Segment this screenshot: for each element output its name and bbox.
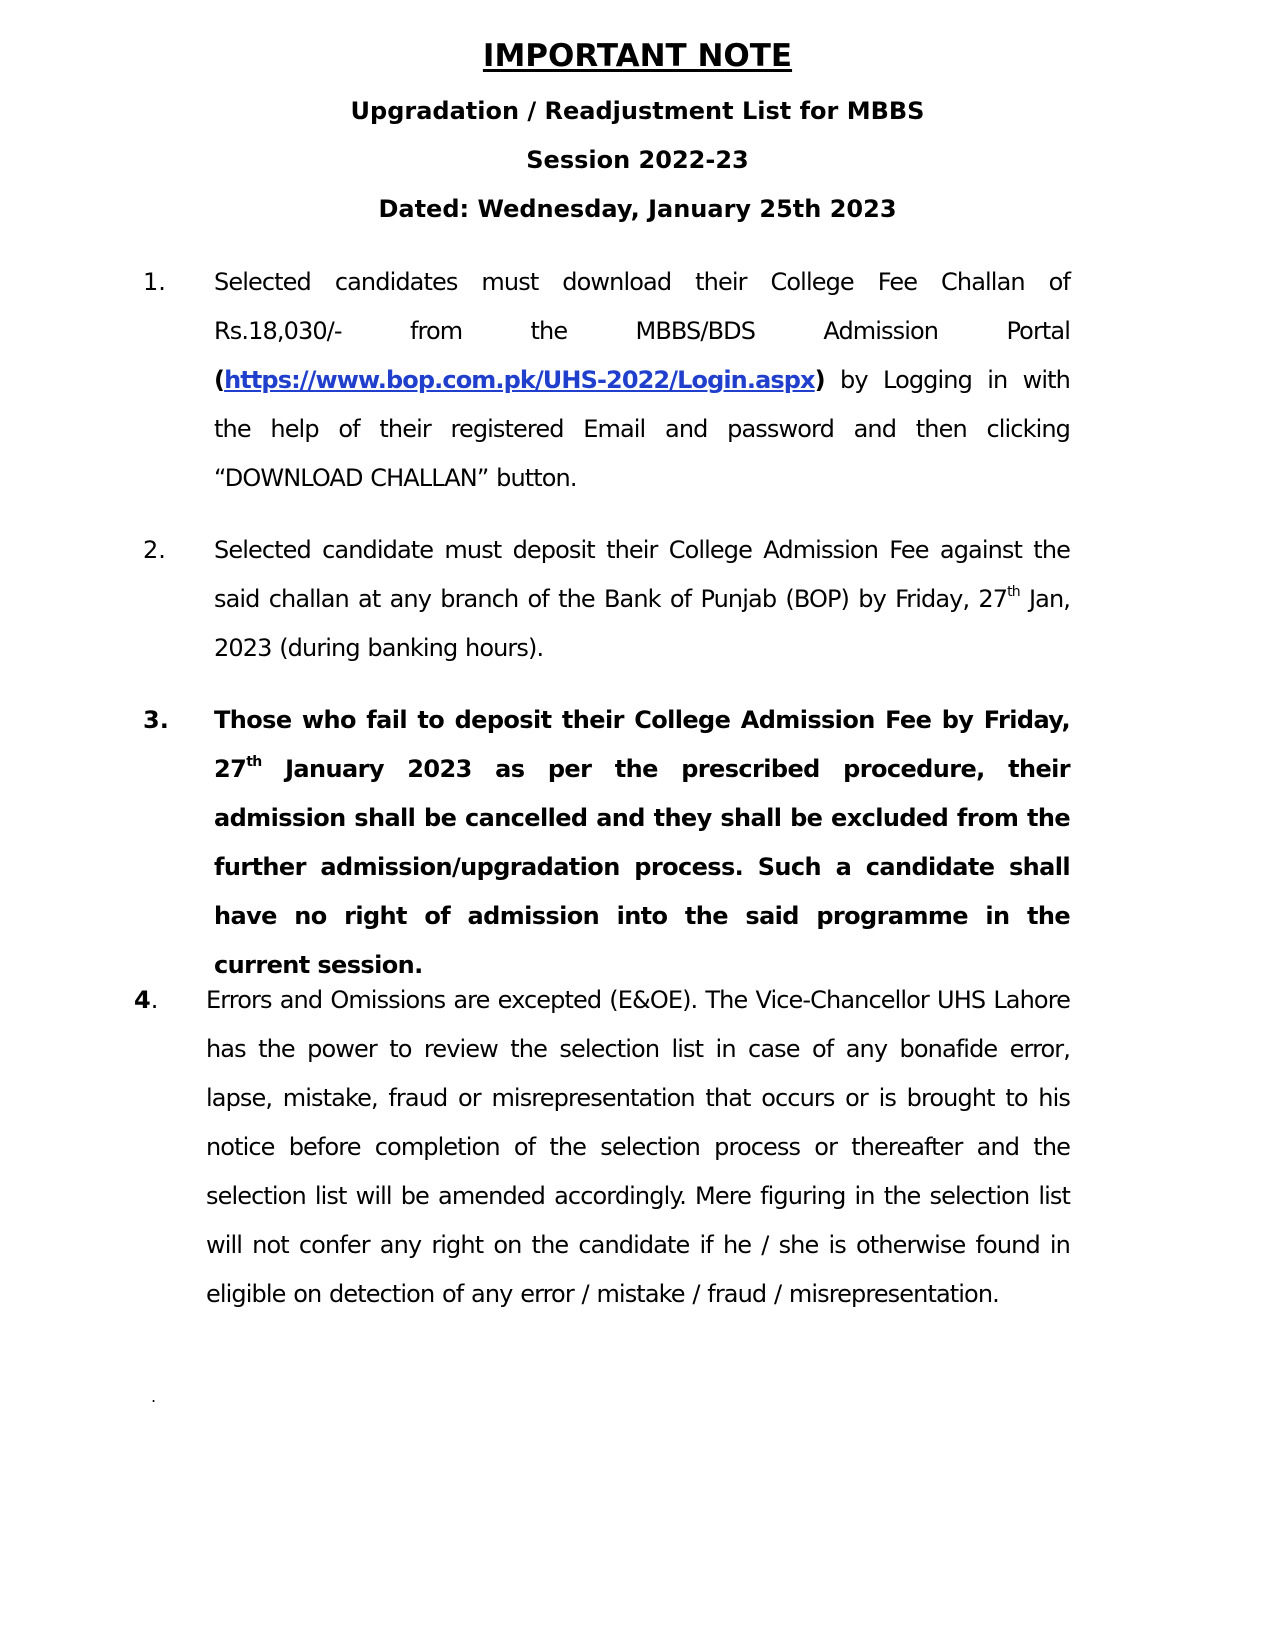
footer-mark: .	[151, 1387, 157, 1406]
paren-open: (	[214, 366, 225, 394]
date-heading: Dated: Wednesday, January 25th 2023	[378, 195, 897, 223]
admission-portal-link[interactable]: https://www.bop.com.pk/UHS-2022/Login.aspx	[224, 366, 815, 394]
item-number: 3.	[143, 706, 169, 734]
item-number-dot: .	[150, 986, 159, 1014]
item-number-digit: 4	[134, 986, 151, 1014]
item-text-part: Selected candidates must download their College Fee Challan of Rs.18,030/- from the MBBS/BDS Admission Portal	[214, 268, 1070, 345]
item-text-part: Selected candidate must deposit their College Admission Fee against the said challan at any branch of the Bank of Punjab (BOP) by Friday, 27	[214, 536, 1070, 613]
item-number: 1.	[143, 268, 166, 296]
item-number: 2.	[143, 536, 166, 564]
list-heading: Upgradation / Readjustment List for MBBS	[350, 97, 925, 125]
item-text	[214, 526, 1070, 673]
item-text-part: Those who fail to deposit their College Admission Fee by Friday, 27	[214, 706, 1070, 783]
superscript: th	[1007, 584, 1020, 600]
item-text-part: by Logging in with the help of their registered Email and password and then clicking “DOWNLOAD CHALLAN” button.	[214, 366, 1070, 492]
paren-close: )	[814, 366, 825, 394]
page-title: IMPORTANT NOTE	[482, 38, 793, 74]
item-text-part: January 2023 as per the prescribed procedure, their admission shall be cancelled and they shall be excluded from the further admission/upgradation process. Such a candidate shall have no right of admission into the said programme in the current session.	[214, 755, 1070, 979]
superscript: th	[246, 754, 262, 770]
item-text	[214, 696, 1070, 990]
item-text: Errors and Omissions are excepted (E&OE). The Vice-Chancellor UHS Lahore has the power to review the selection list in case of any bonafide error, lapse, mistake, fraud or misrepresentation that occurs or is brought to his notice before completion of the selection process or thereafter and the selection list will be amended accordingly. Mere figuring in the selection list will not confer any right on the candidate if he / she is otherwise found in eligible on detection of any error / mistake / fraud / misrepresentation.	[206, 986, 1070, 1308]
item-number	[134, 976, 158, 1025]
item-text-part: Jan, 2023 (during banking hours).	[214, 585, 1070, 662]
session-heading: Session 2022-23	[526, 146, 749, 174]
item-text	[214, 258, 1070, 503]
